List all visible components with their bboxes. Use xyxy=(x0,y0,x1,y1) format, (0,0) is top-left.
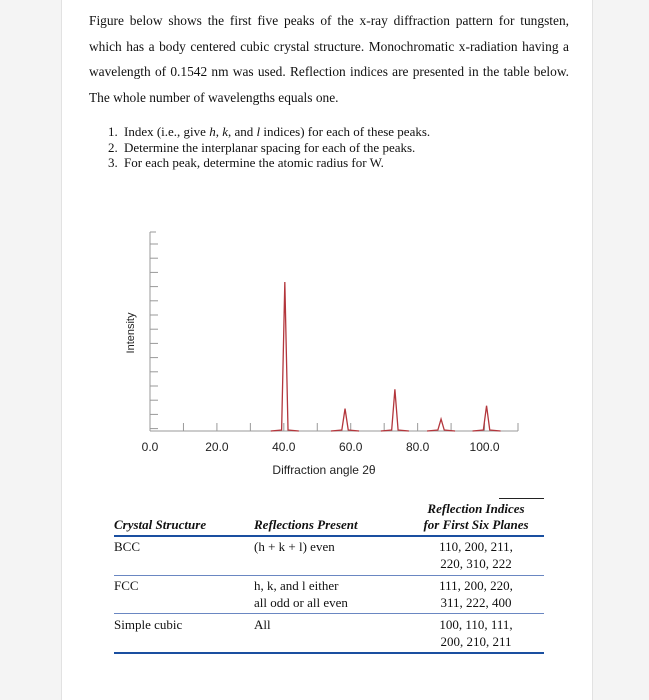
intro-paragraph: Figure below shows the first five peaks of the x-ray diffraction pattern for tungsten, which has a body centered cubic crystal structure. Monochromatic x-radiation having a wavelength of 0.1542 nm was used. Reflection indices are presented in the table below. The whole number of wavelengths equals one. xyxy=(89,13,569,105)
chart-peaks xyxy=(271,282,501,431)
x-tick-label: 100.0 xyxy=(469,440,500,454)
question-item: 2. Determine the interplanar spacing for each of the peaks. xyxy=(108,139,416,155)
row-bcc-indices-2: 220, 310, 222 xyxy=(440,556,512,571)
row-sc-indices-1: 100, 110, 111, xyxy=(439,617,513,632)
x-tick-label: 60.0 xyxy=(339,440,363,454)
row-sc-reflections: All xyxy=(254,617,271,632)
row-bcc-indices-1: 110, 200, 211, xyxy=(439,539,513,554)
question-list xyxy=(108,124,568,171)
table-row-rule xyxy=(114,575,544,576)
row-fcc-indices-1: 111, 200, 220, xyxy=(439,578,513,593)
header-first-six-planes: for First Six Planes xyxy=(423,517,529,532)
x-tick-label: 40.0 xyxy=(272,440,296,454)
x-tick-label: 20.0 xyxy=(205,440,229,454)
question-item: 1. Index (i.e., give h, k, and l indices) for each of these peaks. xyxy=(108,124,431,139)
chart-x-ticks xyxy=(142,440,500,454)
row-bcc-reflections: (h + k + l) even xyxy=(254,539,335,554)
row-fcc-reflections-1: h, k, and l either xyxy=(254,578,339,593)
diffraction-peak xyxy=(271,282,299,431)
chart-x-label: Diffraction angle 2θ xyxy=(272,463,376,477)
header-crystal-structure: Crystal Structure xyxy=(114,517,207,532)
header-reflection-indices: Reflection Indices xyxy=(427,501,525,516)
row-fcc-structure: FCC xyxy=(114,578,139,593)
row-fcc-reflections-2: all odd or all even xyxy=(254,595,348,610)
x-tick-label: 80.0 xyxy=(405,440,430,454)
row-sc-structure: Simple cubic xyxy=(114,617,183,632)
table-header-rule xyxy=(114,535,544,537)
header-reflections-present: Reflections Present xyxy=(254,517,358,532)
diffraction-peak xyxy=(331,409,359,431)
chart-axes xyxy=(150,232,518,431)
reflection-table xyxy=(114,498,544,658)
table-top-rule xyxy=(499,498,544,499)
diffraction-peak xyxy=(473,406,501,431)
chart-y-label: Intensity xyxy=(125,312,137,354)
xrd-chart xyxy=(110,218,530,493)
row-sc-indices-2: 200, 210, 211 xyxy=(440,634,512,649)
table-row-rule xyxy=(114,613,544,614)
x-tick-label: 0.0 xyxy=(141,440,159,454)
table-bottom-rule xyxy=(114,652,544,654)
question-item: 3. For each peak, determine the atomic radius for W. xyxy=(108,155,384,170)
xrd-chart-svg xyxy=(110,218,530,488)
row-fcc-indices-2: 311, 222, 400 xyxy=(440,595,512,610)
row-bcc-structure: BCC xyxy=(114,539,141,554)
diffraction-peak xyxy=(381,389,409,431)
